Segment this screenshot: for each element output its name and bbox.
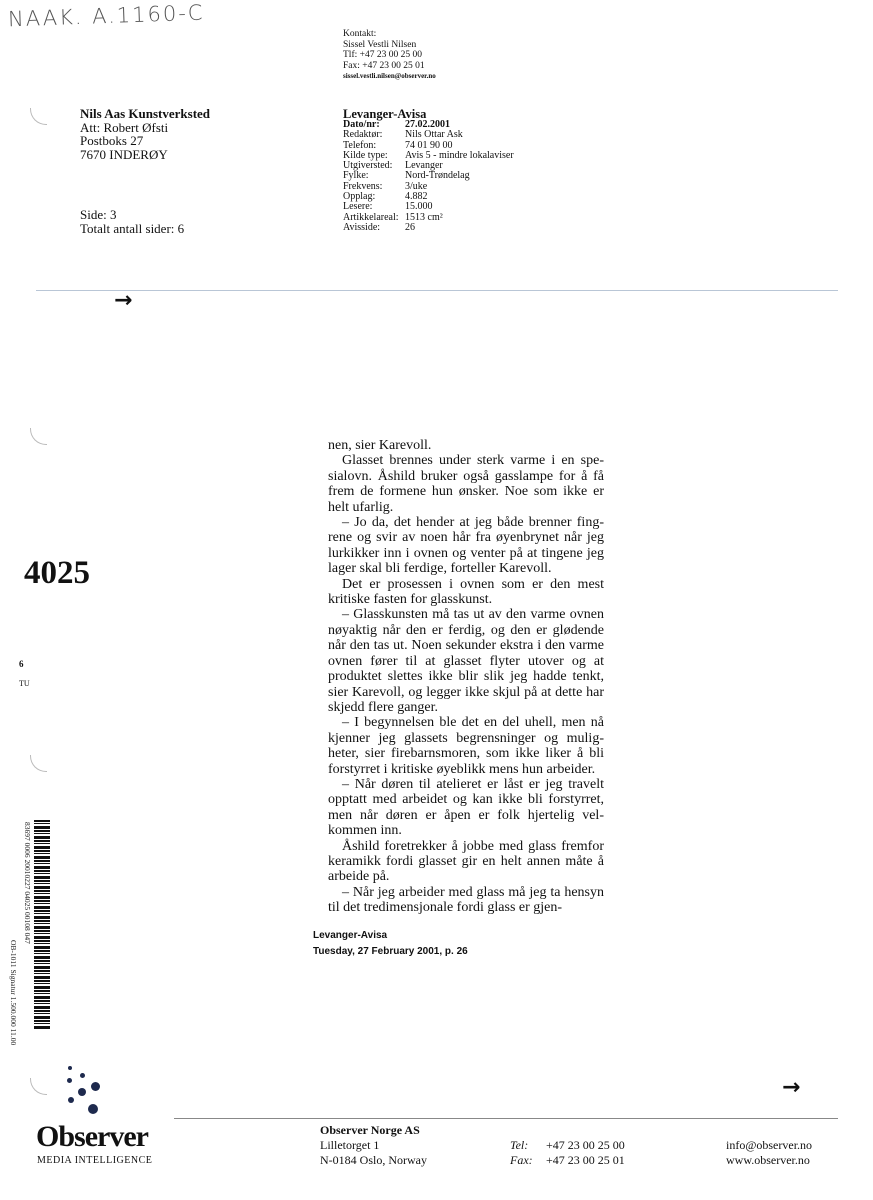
phone-row (510, 1138, 635, 1153)
paper-key: Utgiversted: (343, 160, 393, 172)
arrow-right-icon: → (114, 288, 133, 313)
vertical-code: OB-1011 Signatur 1.500.000 11.00 (9, 940, 18, 1046)
paper-key: Fylke: (343, 170, 369, 182)
hole-mark (30, 1078, 47, 1095)
article-paragraph: Åshild foretrekker å jobbe med glass fremfor keramikk fordi glasset gir en helt annen måte å arbeide på. (328, 838, 604, 885)
handwritten-note: NAAK. A.1160-C (7, 0, 205, 32)
paper-key: Opplag: (343, 191, 376, 203)
paper-key: Redaktør: (343, 129, 383, 141)
company-email[interactable]: info@observer.no (726, 1138, 813, 1152)
recipient-box: Postboks 27 (80, 133, 144, 148)
recipient-name: Nils Aas Kunstverksted (80, 106, 211, 121)
contact-fax: Fax: +47 23 00 25 01 (343, 60, 425, 71)
hole-mark (30, 428, 47, 445)
paper-value: 3/uke (405, 180, 428, 192)
tel-number: +47 23 00 25 00 (546, 1138, 625, 1152)
paper-key: Lesere: (343, 201, 373, 213)
logo-dot (68, 1097, 74, 1103)
company-city: N-0184 Oslo, Norway (320, 1153, 427, 1167)
paper-title: Levanger-Avisa (343, 107, 427, 121)
paper-key: Dato/nr: (343, 119, 380, 130)
paper-key: Kilde type: (343, 149, 388, 161)
company-website[interactable]: www.observer.no (726, 1153, 810, 1167)
source-date: Tuesday, 27 February 2001, p. 26 (313, 946, 468, 957)
paper-key: Artikkelareal: (343, 211, 399, 223)
paper-value: 74 01 90 00 (405, 139, 453, 151)
paper-value: 4.882 (405, 191, 428, 203)
paper-key: Frekvens: (343, 180, 383, 192)
observer-logo-subtitle: MEDIA INTELLIGENCE (37, 1155, 153, 1166)
recipient-address (80, 107, 210, 161)
paper-value: Levanger (405, 160, 443, 172)
paper-value: 15.000 (405, 201, 433, 213)
article-paragraph: – Når døren til atelieret er låst er jeg travelt opptatt med arbeidet og kan ikke bli forstyrret, men når døren er åpen er folk hjertelig velkommen inn. (328, 776, 604, 839)
logo-dot (80, 1073, 85, 1078)
contact-name: Sissel Vestli Nilsen (343, 39, 417, 50)
article-paragraph: nen, sier Karevoll. (328, 438, 432, 453)
recipient-att: Att: Robert Øfsti (80, 119, 169, 135)
observer-logo-mark (60, 1062, 110, 1122)
clip-number: 4025 (24, 555, 90, 591)
contact-email[interactable]: sissel.vestli.nilsen@observer.no (343, 72, 436, 80)
contact-label: Kontakt: (343, 29, 377, 39)
logo-dot (88, 1104, 98, 1114)
company-web (726, 1138, 812, 1168)
logo-dot (78, 1088, 86, 1096)
source-paper: Levanger-Avisa (313, 930, 388, 941)
page-total: Totalt antall sider: 6 (80, 220, 185, 236)
side-number: 6 (19, 659, 24, 669)
tel-label: Tel: (510, 1138, 529, 1152)
article-paragraph: – Når jeg arbeider med glass må jeg ta hensyn til det tredimensjonale fordi glass er gjen- (328, 884, 604, 916)
paper-value: 1513 cm² (405, 211, 443, 223)
paper-value: 27.02.2001 (405, 119, 450, 130)
logo-dot (91, 1082, 100, 1091)
fax-row (510, 1153, 635, 1168)
company-phones (510, 1138, 635, 1168)
company-address (320, 1123, 427, 1168)
footer-divider (174, 1118, 838, 1119)
hole-mark (30, 108, 47, 125)
paper-info (343, 108, 514, 233)
observer-logo-text: Observer (36, 1120, 148, 1153)
hole-mark (30, 755, 47, 772)
company-street: Lilletorget 1 (320, 1138, 380, 1152)
contact-phone: Tlf: +47 23 00 25 00 (343, 50, 422, 60)
paper-value: Nils Ottar Ask (405, 129, 463, 141)
contact-block (343, 29, 436, 82)
barcode (34, 820, 50, 1030)
article-paragraph: – Jo da, det hender at jeg både brenner fingrene og svir av noen hår fra øyenbrynet når jeg lurkikker inn i ovnen og venter på at tingene jeg lager skal bli ferdige, forteller Karevoll. (328, 515, 604, 577)
logo-dot (67, 1078, 72, 1083)
arrow-right-icon: → (782, 1075, 801, 1100)
article-paragraph: – I begynnelsen ble det en del uhell, men nå kjenner jeg glassets begrensninger og muligheter, sier firebarnsmoren, som ikke liker å bli forstyrret i kritiske øyeblikk mens hun arbeider. (328, 715, 604, 777)
article-paragraph: Det er prosessen i ovnen som er den mest kritiske fasten for glasskunst. (328, 576, 604, 608)
paper-row (343, 223, 514, 233)
fax-label: Fax: (510, 1153, 533, 1167)
fax-number: +47 23 00 25 01 (546, 1153, 625, 1167)
page-side: Side: 3 (80, 207, 117, 222)
recipient-city: 7670 INDERØY (80, 146, 168, 162)
paper-value: 26 (405, 221, 415, 233)
paper-key: Avisside: (343, 221, 381, 233)
article-paragraph: – Glasskunsten må tas ut av den varme ovnen nøyaktig når den er ferdig, og den er glødende når den tas ut. Noen sekunder ekstra i den varme ovnen fører til at glasset flyter utover og at produktet slettes ikke blir slik jeg hadde tenkt, sier Karevoll, og legger ikke skjul på at dette har skjedd flere ganger. (328, 607, 604, 715)
article-text (328, 438, 604, 916)
article-source (313, 928, 468, 960)
paper-key: Telefon: (343, 139, 377, 151)
company-name: Observer Norge AS (320, 1123, 420, 1137)
page-count (80, 208, 184, 235)
side-code: TU (19, 679, 30, 688)
header-divider (36, 290, 838, 291)
paper-info-table (343, 120, 514, 233)
article-paragraph: Glasset brennes under sterk varme i en spesialovn. Åshild bruker også gasslampe for å få frem de formene hun ønsker. Noe som ikke er helt ufarlig. (328, 453, 604, 515)
paper-value: Nord-Trøndelag (405, 170, 470, 182)
logo-dot (68, 1066, 72, 1070)
barcode-number: 83697 0006 20010227 04025 00108 047 (23, 822, 32, 944)
paper-value: Avis 5 - mindre lokalaviser (405, 149, 514, 161)
